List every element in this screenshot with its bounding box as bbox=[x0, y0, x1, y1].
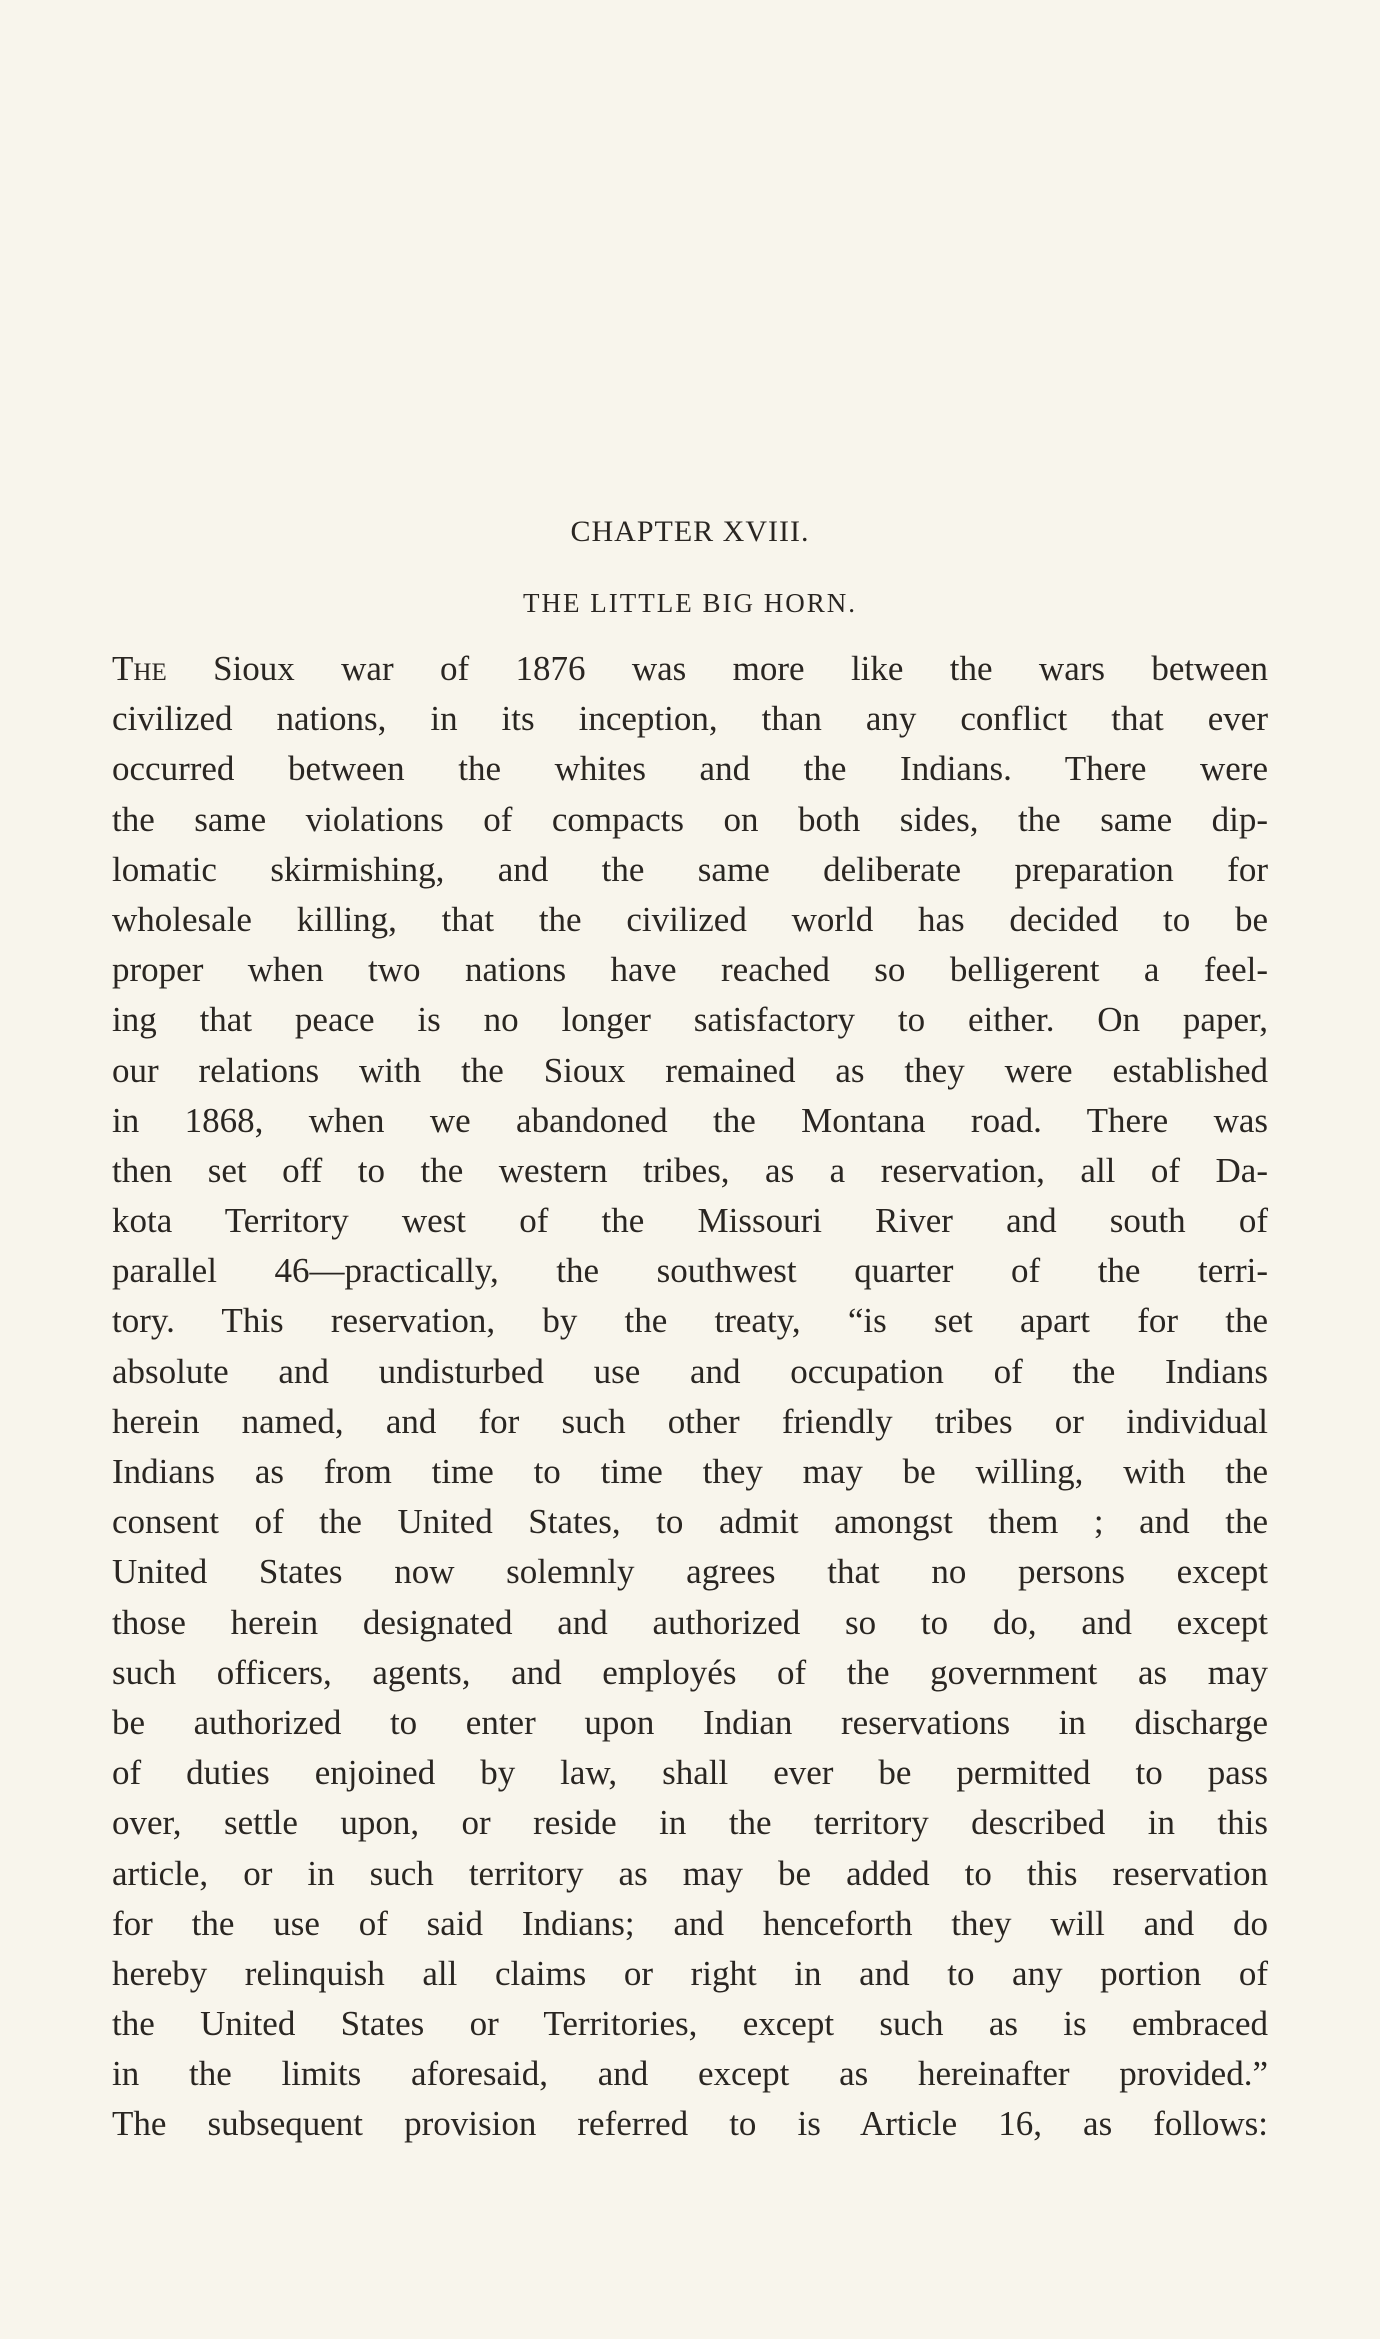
text-line-8: ing that peace is no longer satisfactory to either. On paper, bbox=[112, 1000, 1268, 1040]
text-line-1: The Sioux war of 1876 was more like the wars between bbox=[112, 649, 1268, 688]
text-line-6: wholesale killing, that the civilized world has decided to be bbox=[112, 899, 1268, 939]
chapter-title: THE LITTLE BIG HORN. bbox=[523, 588, 857, 618]
text-line-16: herein named, and for such other friendly tribes or individual bbox=[112, 1401, 1268, 1441]
text-line-21: such officers, agents, and employés of the government as may bbox=[112, 1652, 1268, 1692]
text-line-13: parallel 46—practically, the southwest quarter of the terri- bbox=[112, 1251, 1268, 1291]
body-text bbox=[112, 644, 1268, 2150]
text-line-22: be authorized to enter upon Indian reservations in discharge bbox=[112, 1702, 1268, 1742]
text-line-17: Indians as from time to time they may be willing, with the bbox=[112, 1452, 1268, 1491]
text-line-5: lomatic skirmishing, and the same deliberate preparation for bbox=[112, 849, 1268, 889]
text-line-30: The subsequent provision referred to is Article 16, as follows: bbox=[112, 2104, 1268, 2144]
first-word: The bbox=[112, 649, 167, 688]
text-line-3: occurred between the whites and the Indians. There were bbox=[112, 749, 1268, 789]
text-line-26: for the use of said Indians; and henceforth they will and do bbox=[112, 1903, 1268, 1943]
text-line-15: absolute and undisturbed use and occupation of the Indians bbox=[112, 1351, 1268, 1391]
text-line-11: then set off to the western tribes, as a reservation, all of Da- bbox=[112, 1150, 1268, 1190]
text-line-18: consent of the United States, to admit amongst them ; and the bbox=[112, 1502, 1268, 1542]
text-line-28: the United States or Territories, except such as is embraced bbox=[112, 2004, 1268, 2044]
text-line-4: the same violations of compacts on both sides, the same dip- bbox=[112, 799, 1268, 839]
text-line-20: those herein designated and authorized so to do, and except bbox=[112, 1602, 1268, 1642]
text-line-14: tory. This reservation, by the treaty, “is set apart for the bbox=[112, 1301, 1268, 1341]
text-line-24: over, settle upon, or reside in the territory described in this bbox=[112, 1803, 1268, 1843]
text-line-7: proper when two nations have reached so belligerent a feel- bbox=[112, 950, 1268, 990]
text-line-12: kota Territory west of the Missouri River and south of bbox=[112, 1201, 1268, 1241]
text-line-25: article, or in such territory as may be added to this reservation bbox=[112, 1853, 1268, 1893]
text-line-2: civilized nations, in its inception, than any conflict that ever bbox=[112, 699, 1268, 739]
text-line-9: our relations with the Sioux remained as they were established bbox=[112, 1050, 1268, 1090]
text-line-27: hereby relinquish all claims or right in and to any portion of bbox=[112, 1953, 1268, 1993]
text-line-29: in the limits aforesaid, and except as hereinafter provided.” bbox=[112, 2054, 1268, 2094]
chapter-number: CHAPTER XVIII. bbox=[570, 515, 810, 548]
text-line-19: United States now solemnly agrees that no persons except bbox=[112, 1552, 1268, 1592]
text-line-10: in 1868, when we abandoned the Montana road. There was bbox=[112, 1100, 1268, 1140]
text-line-23: of duties enjoined by law, shall ever be permitted to pass bbox=[112, 1753, 1268, 1793]
